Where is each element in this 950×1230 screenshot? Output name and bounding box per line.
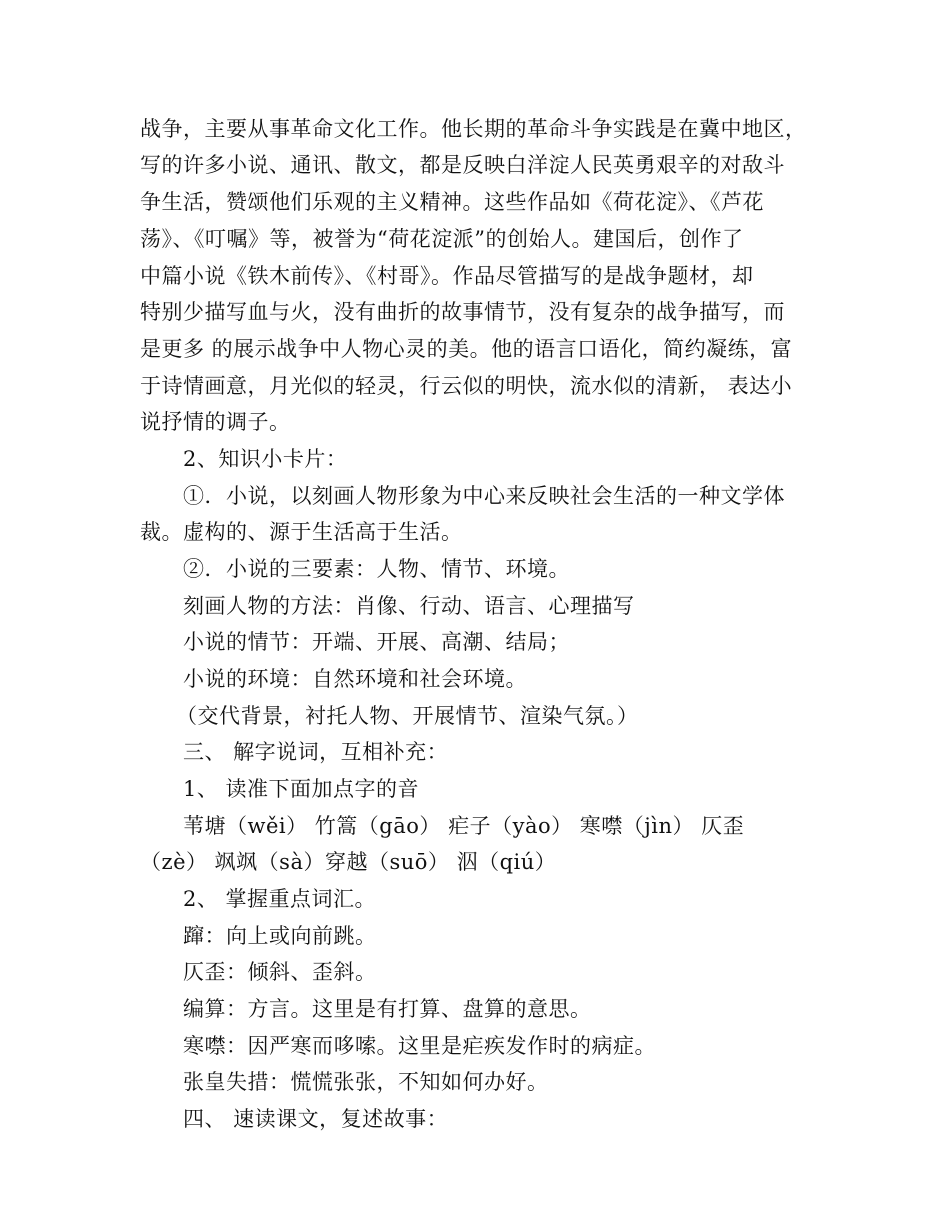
text-line: 小说的情节：开端、开展、高潮、结局； (183, 630, 570, 654)
text-line: 小说的环境：自然环境和社会环境。 (183, 667, 527, 691)
text-line: 2、 掌握重点词汇。 (183, 887, 377, 911)
text-line: 于诗情画意，月光似的轻灵，行云似的明快，流水似的清新， 表达小 (140, 374, 793, 398)
text-line: 荡》、《叮嘱》等，被誉为“荷花淀派”的创始人。建国后，创作了 (140, 227, 744, 251)
text-line: 说抒情的调子。 (140, 410, 291, 434)
pinyin-line: 苇塘（wěi） 竹篙（gāo） 疟子（yào） 寒噤（jìn） 仄歪 (183, 814, 745, 838)
text-line: （交代背景，衬托人物、开展情节、渲染气氛。） (176, 704, 639, 728)
text-line: 1、 读准下面加点字的音 (183, 777, 420, 801)
text-line: 是更多 的展示战争中人物心灵的美。他的语言口语化，简约凝练，富 (140, 337, 793, 361)
definition-line: 张皇失措：慌慌张张，不知如何办好。 (183, 1070, 549, 1094)
text-line: ②．小说的三要素：人物、情节、环境。 (183, 557, 570, 581)
pinyin-line: （zè） 飒飒（sà）穿越（suō） 泅（qiú） (140, 850, 557, 874)
definition-line: 仄歪：倾斜、歪斜。 (183, 960, 377, 984)
definition-line: 寒噤：因严寒而哆嗦。这里是疟疾发作时的病症。 (183, 1034, 656, 1058)
definition-line: 蹿：向上或向前跳。 (183, 924, 377, 948)
section-heading: 三、 解字说词，互相补充： (183, 740, 449, 764)
section-heading: 2、知识小卡片： (183, 447, 348, 471)
text-line: ①．小说，以刻画人物形象为中心来反映社会生活的一种文学体 (183, 484, 785, 508)
text-line: 裁。虚构的、源于生活高于生活。 (140, 520, 463, 544)
text-line: 争生活，赞颂他们乐观的主义精神。这些作品如《荷花淀》、《芦花 (140, 190, 764, 214)
text-line: 写的许多小说、通讯、散文，都是反映白洋淀人民英勇艰辛的对敌斗 (140, 153, 785, 177)
text-line: 特别少描写血与火，没有曲折的故事情节，没有复杂的战争描写，而 (140, 300, 785, 324)
text-line: 战争，主要从事革命文化工作。他长期的革命斗争实践是在冀中地区， (140, 117, 807, 141)
text-line: 刻画人物的方法：肖像、行动、语言、心理描写 (183, 594, 635, 618)
definition-line: 编算：方言。这里是有打算、盘算的意思。 (183, 997, 592, 1021)
section-heading: 四、 速读课文，复述故事： (183, 1107, 449, 1131)
text-line: 中篇小说《铁木前传》、《村哥》。作品尽管描写的是战争题材，却 (140, 264, 754, 288)
